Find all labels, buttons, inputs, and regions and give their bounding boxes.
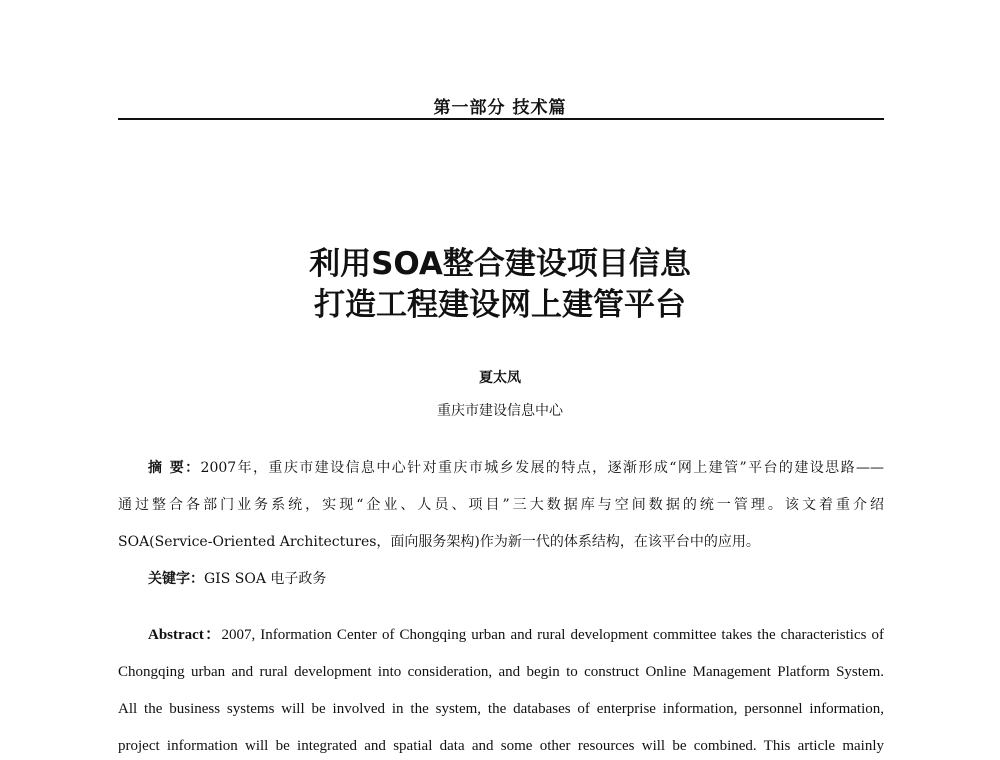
keywords-value: GIS SOA 电子政务	[204, 571, 327, 587]
abstract-en-text-1: 2007, Information Center of Chongqing urban and rural development committee takes the characteristics of	[221, 627, 884, 643]
paper-title-line-2: 打造工程建设网上建管平台	[314, 287, 686, 323]
abstract-cn-text-1: 2007年，重庆市建设信息中心针对重庆市城乡发展的特点，逐渐形成“网上建管”平台的建设思路——	[200, 460, 884, 476]
header-rule	[118, 118, 884, 120]
running-header: 第一部分 技术篇	[433, 98, 567, 118]
abstract-en-line-4: project information will be integrated and spatial data and some other resources will be combined. This article mainly	[118, 738, 884, 754]
keywords-label: 关键字：	[148, 571, 204, 587]
abstract-cn-label: 摘 要：	[148, 460, 201, 476]
paper-title-line-1: 利用SOA整合建设项目信息	[309, 246, 691, 282]
abstract-en-line-1	[148, 625, 884, 645]
abstract-en-line-3: All the business systems will be involved in the system, the databases of enterprise information, personnel information,	[118, 701, 884, 717]
keywords-line	[148, 569, 884, 589]
abstract-en-line-2: Chongqing urban and rural development into consideration, and begin to construct Online Management Platform System.	[118, 664, 884, 680]
abstract-cn-line-3: SOA(Service-Oriented Architectures，面向服务架构)作为新一代的体系结构，在该平台中的应用。	[118, 534, 760, 550]
author-affiliation: 重庆市建设信息中心	[437, 403, 563, 419]
abstract-en-label: Abstract：	[148, 627, 222, 643]
author-name: 夏太凤	[479, 370, 521, 386]
abstract-cn-line-2: 通过整合各部门业务系统，实现“企业、人员、项目”三大数据库与空间数据的统一管理。该文着重介绍	[118, 497, 884, 513]
abstract-cn-line-1	[148, 458, 884, 478]
